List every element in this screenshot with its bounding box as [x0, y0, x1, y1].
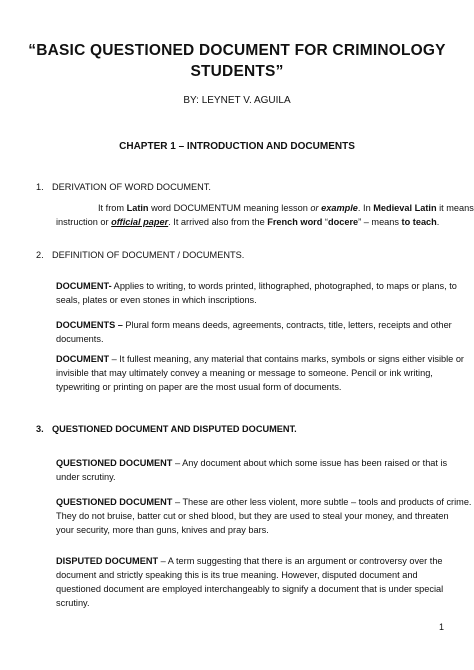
disputed-document-line3: questioned document are employed interchangeably to signify a document that is under special: [56, 584, 444, 594]
text-run-bold-italic: example: [321, 203, 358, 213]
text-run: It from: [98, 203, 127, 213]
text-run-bold-italic-underline: official paper: [111, 217, 169, 227]
chapter-heading: CHAPTER 1 – INTRODUCTION AND DOCUMENTS: [119, 141, 355, 152]
questioned-document-def1-line2: under scrutiny.: [56, 472, 116, 482]
questioned-document-def2-line1: [56, 495, 471, 509]
page-number: 1: [438, 622, 444, 632]
definition-text: Applies to writing, to words printed, lithographed, photographed, to maps or plans, to: [111, 281, 457, 291]
definition-document-line2: seals, plates or even stones in which inscriptions.: [56, 295, 257, 305]
text-run: . In: [357, 203, 374, 213]
text-run: ” – means: [358, 217, 402, 227]
section-1-heading-text: DERIVATION OF WORD DOCUMENT: [52, 182, 209, 192]
definition-fullest-line1: [56, 352, 464, 366]
definition-documents-line2: documents.: [56, 334, 104, 344]
author-line: BY: LEYNET V. AGUILA: [183, 95, 291, 106]
text-run-bold: French word: [267, 217, 323, 227]
questioned-document-def2-line2: They do not bruise, batter cut or shed blood, but they are used to steal your money, and threaten: [56, 511, 449, 521]
text-run: instruction or: [56, 217, 112, 227]
section-3-number: 3.: [36, 424, 44, 434]
section-2-heading-text: DEFINITION OF DOCUMENT / DOCUMENTS: [52, 250, 242, 260]
definition-term: QUESTIONED DOCUMENT: [56, 497, 173, 507]
section-3-heading: QUESTIONED DOCUMENT AND DISPUTED DOCUMENT.: [52, 424, 297, 434]
text-run: . It arrived also from the: [168, 217, 268, 227]
text-run: it means: [436, 203, 474, 213]
definition-term: DOCUMENT: [56, 354, 110, 364]
document-title-line1: “BASIC QUESTIONED DOCUMENT FOR CRIMINOLOGY: [28, 42, 446, 59]
section-1-heading-period: .: [208, 182, 211, 192]
definition-term: DOCUMENTS –: [56, 320, 123, 330]
section-1-paragraph-line1: [98, 201, 474, 215]
definition-documents-line1: [56, 318, 452, 332]
definition-text: – It fullest meaning, any material that contains marks, symbols or signs either visible or: [109, 354, 464, 364]
section-2-number: 2.: [36, 250, 44, 260]
text-run-italic: or: [310, 203, 322, 213]
text-run-bold: Latin: [126, 203, 149, 213]
definition-term: DOCUMENT-: [56, 281, 112, 291]
definition-text: – A term suggesting that there is an argument or controversy over the: [158, 556, 443, 566]
text-run: “: [322, 217, 328, 227]
definition-text: Plural form means deeds, agreements, contracts, title, letters, receipts and other: [122, 320, 452, 330]
document-title-line2: STUDENTS”: [190, 63, 284, 80]
disputed-document-line2: document and strictly speaking this is its true meaning. However, disputed document and: [56, 570, 418, 580]
definition-text: – These are other less violent, more subtle – tools and products of crime.: [172, 497, 472, 507]
definition-term: QUESTIONED DOCUMENT: [56, 458, 173, 468]
disputed-document-line1: [56, 554, 443, 568]
questioned-document-def1-line1: [56, 456, 447, 470]
definition-text: – Any document about which some issue has been raised or that is: [172, 458, 448, 468]
questioned-document-def2-line3: your security, more than guns, knives and pray bars.: [56, 525, 269, 535]
section-1-number: 1.: [36, 182, 44, 192]
section-1-heading: [52, 180, 211, 194]
text-run-bold: to teach: [401, 217, 437, 227]
definition-term: DISPUTED DOCUMENT: [56, 556, 159, 566]
section-2-heading: [52, 248, 244, 262]
definition-fullest-line2: invisible that may ultimately convey a meaning or message to someone. Pencil or ink writing,: [56, 368, 433, 378]
definition-document-line1: [56, 279, 457, 293]
text-run-bold: Medieval Latin: [373, 203, 437, 213]
disputed-document-line4: scrutiny.: [56, 598, 90, 608]
section-1-paragraph-line2: [56, 215, 439, 229]
text-run: .: [436, 217, 440, 227]
definition-fullest-line3: typewriting or printing on paper are the most usual form of documents.: [56, 382, 342, 392]
text-run: word DOCUMENTUM meaning lesson: [148, 203, 311, 213]
text-run-bold: docere: [328, 217, 359, 227]
section-2-heading-period: .: [241, 250, 245, 260]
